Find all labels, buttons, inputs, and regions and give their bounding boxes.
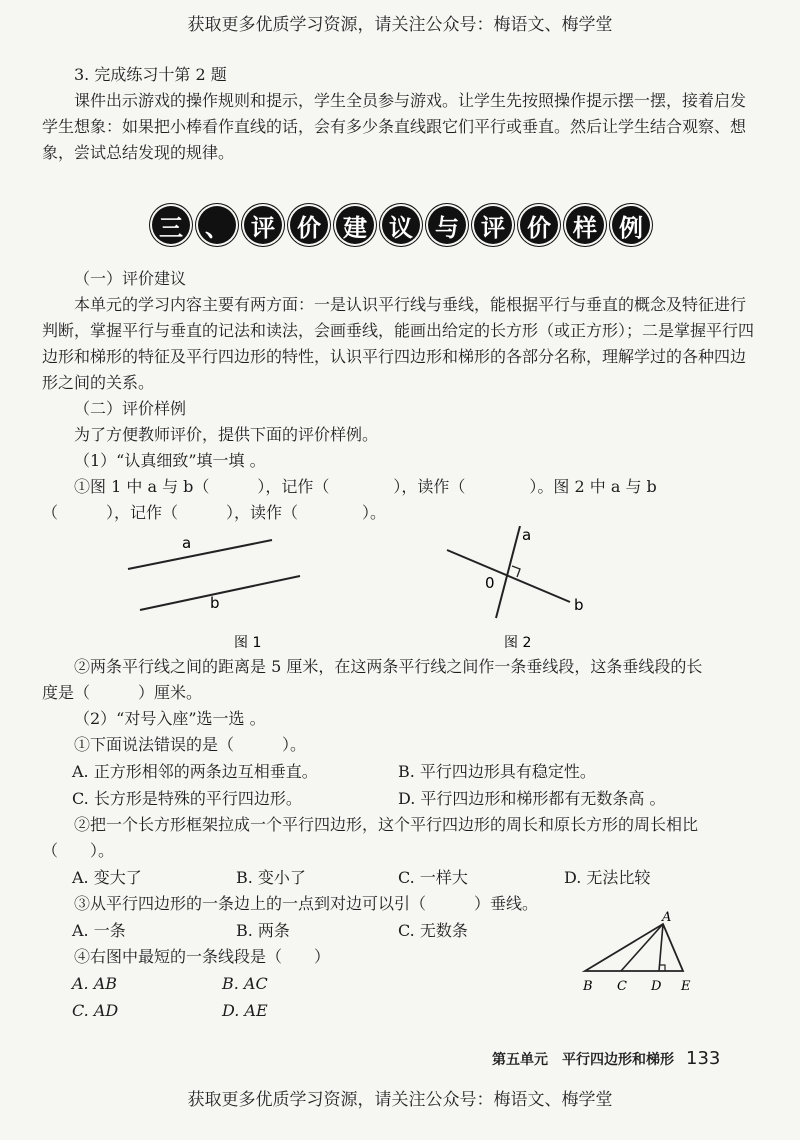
question1-line2: （ ），记作（ ），读作（ ）。 xyxy=(42,503,387,522)
section1-heading: （一）评价建议 xyxy=(74,269,187,288)
banner-char: 与 xyxy=(428,206,466,244)
mc1-stem: ①下面说法错误的是（ ）。 xyxy=(74,735,307,754)
section-banner xyxy=(42,206,760,244)
mc1-options-row2 xyxy=(42,785,760,812)
banner-char: 例 xyxy=(612,206,650,244)
mc4-option-c: C. AD xyxy=(72,1001,119,1020)
watermark-bottom: 获取更多优质学习资源，请关注公众号：梅语文、梅学堂 xyxy=(187,1090,613,1110)
footer-unit-title: 第五单元 平行四边形和梯形 xyxy=(492,1052,674,1068)
question2-line2: 度是（ ）厘米。 xyxy=(42,683,203,702)
triangle-label-e: E xyxy=(681,979,691,994)
figure-2-perpendicular-lines xyxy=(447,526,584,651)
mc4-option-a: A. AB xyxy=(72,974,118,993)
mc1-option-a: A. 正方形相邻的两条边互相垂直。 xyxy=(72,762,318,781)
fig1-label-b: b xyxy=(210,594,220,612)
triangle-label-a: A xyxy=(662,910,672,925)
exercise-heading: 3. 完成练习十第 2 题 xyxy=(74,65,227,84)
question2-line1: ②两条平行线之间的距离是 5 厘米，在这两条平行线之间作一条垂线段，这条垂线段的长 xyxy=(74,657,703,676)
banner-char: 议 xyxy=(382,206,420,244)
mc4-stem: ④右图中最短的一条线段是（ ） xyxy=(74,947,331,966)
mc2-option-b: B. 变小了 xyxy=(236,868,306,887)
page-number: 133 xyxy=(686,1048,721,1069)
figures-row xyxy=(42,526,760,654)
mc1-option-d: D. 平行四边形和梯形都有无数条高 。 xyxy=(398,789,666,808)
fig2-label-o: 0 xyxy=(485,574,495,592)
mc4-options-row2 xyxy=(42,997,760,1024)
banner-char: 价 xyxy=(290,206,328,244)
mc3-option-c: C. 无数条 xyxy=(398,921,468,940)
mc1-option-b: B. 平行四边形具有稳定性。 xyxy=(398,762,596,781)
mc2-option-a: A. 变大了 xyxy=(72,868,142,887)
fig2-label-a: a xyxy=(522,526,532,544)
part1-title: （1）“认真细致”填一填 。 xyxy=(74,451,266,470)
banner-char: 样 xyxy=(566,206,604,244)
banner-char: 建 xyxy=(336,206,374,244)
figure-1-parallel-lines xyxy=(128,534,300,651)
fig1-label-a: a xyxy=(182,534,192,552)
section2-heading: （二）评价样例 xyxy=(74,399,187,418)
triangle-label-d: D xyxy=(651,979,662,994)
banner-char: 价 xyxy=(520,206,558,244)
fig2-caption: 图 2 xyxy=(504,635,532,651)
mc2-option-c: C. 一样大 xyxy=(398,868,468,887)
mc2-stem-line2: （ ）。 xyxy=(42,841,115,860)
question1-line1: ①图 1 中 a 与 b（ ），记作（ ），读作（ ）。图 2 中 a 与 b xyxy=(74,477,657,496)
figure-parallel-perpendicular xyxy=(42,526,760,654)
page-footer xyxy=(492,1048,762,1069)
triangle-label-c: C xyxy=(617,979,627,994)
exercise-text: 课件出示游戏的操作规则和提示，学生全员参与游戏。让学生先按照操作提示摆一摆，接着启发学生想象：如果把小棒看作直线的话，会有多少条直线跟它们平行或垂直。然后让学生结合观察、想象，尝试总结发现的规律。 xyxy=(42,91,747,162)
page-content xyxy=(42,62,760,1024)
mc4-option-b: B. AC xyxy=(222,974,268,993)
mc3-option-a: A. 一条 xyxy=(72,921,126,940)
mc1-option-c: C. 长方形是特殊的平行四边形。 xyxy=(72,789,302,808)
mc2-option-d: D. 无法比较 xyxy=(564,868,651,887)
triangle-label-b: B xyxy=(583,979,593,994)
section1-text: 本单元的学习内容主要有两方面：一是认识平行线与垂线，能根据平行与垂直的概念及特征进行判断，掌握平行与垂直的记法和读法，会画垂线，能画出给定的长方形（或正方形）；二是掌握平行四边形和梯形的特征及平行四边形的特性，认识平行四边形和梯形的各部分名称，理解学过的各种四边形之间的关系。 xyxy=(42,295,755,392)
mc4-option-d: D. AE xyxy=(222,1001,268,1020)
mc2-options xyxy=(42,864,760,891)
fig2-label-b: b xyxy=(574,596,584,614)
banner-char: 、 xyxy=(198,206,236,244)
watermark-top: 获取更多优质学习资源，请关注公众号：梅语文、梅学堂 xyxy=(187,15,613,35)
triangle-figure xyxy=(575,910,705,995)
fig1-caption: 图 1 xyxy=(234,635,262,651)
mc3-stem: ③从平行四边形的一条边上的一点到对边可以引（ ）垂线。 xyxy=(74,894,539,913)
banner-char: 三 xyxy=(152,206,190,244)
mc2-stem-line1: ②把一个长方形框架拉成一个平行四边形，这个平行四边形的周长和原长方形的周长相比 xyxy=(74,815,699,834)
part2-title: （2）“对号入座”选一选 。 xyxy=(74,709,266,728)
mc3-option-b: B. 两条 xyxy=(236,921,290,940)
mc1-options-row1 xyxy=(42,758,760,785)
section2-intro: 为了方便教师评价，提供下面的评价样例。 xyxy=(74,425,379,444)
banner-char: 评 xyxy=(244,206,282,244)
banner-char: 评 xyxy=(474,206,512,244)
